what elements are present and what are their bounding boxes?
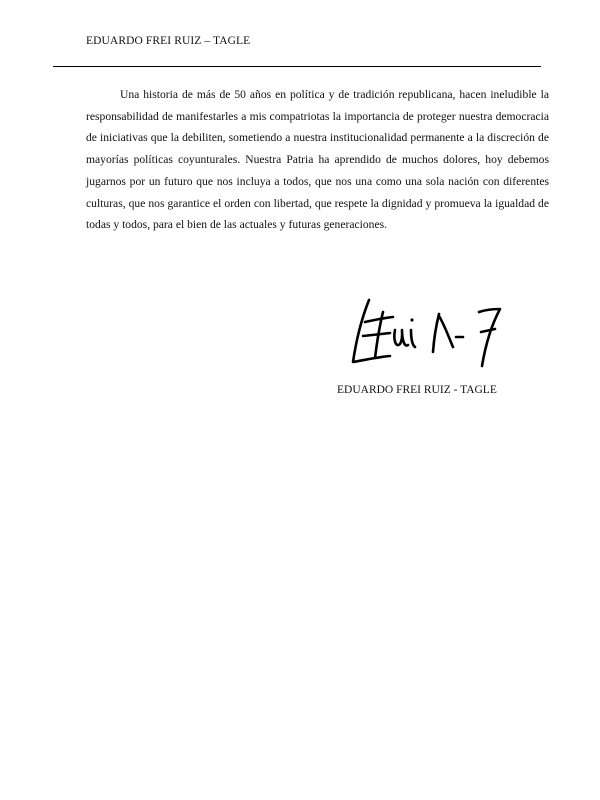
header-title: EDUARDO FREI RUIZ – TAGLE (86, 35, 251, 47)
body-paragraph: Una historia de más de 50 años en política y de tradición republicana, hacen ineludible la responsabilidad de manifestarles a mis compatriotas la importancia de proteger nuestra democracia de iniciativas que la debiliten, sometiendo a nuestra institucionalidad permanente a la discreción de mayorías políticas coyunturales. Nuestra Patria ha aprendido de muchos dolores, hoy debemos jugarnos por un futuro que nos incluya a todos, que nos una como una sola nación con diferentes culturas, que nos garantice el orden con libertad, que respete la dignidad y promueva la igualdad de todas y todos, para el bien de las actuales y futuras generaciones. (86, 88, 549, 232)
header-divider (53, 66, 541, 67)
signature-block (335, 290, 535, 400)
signer-name: EDUARDO FREI RUIZ - TAGLE (337, 384, 497, 396)
handwritten-signature (335, 290, 515, 375)
